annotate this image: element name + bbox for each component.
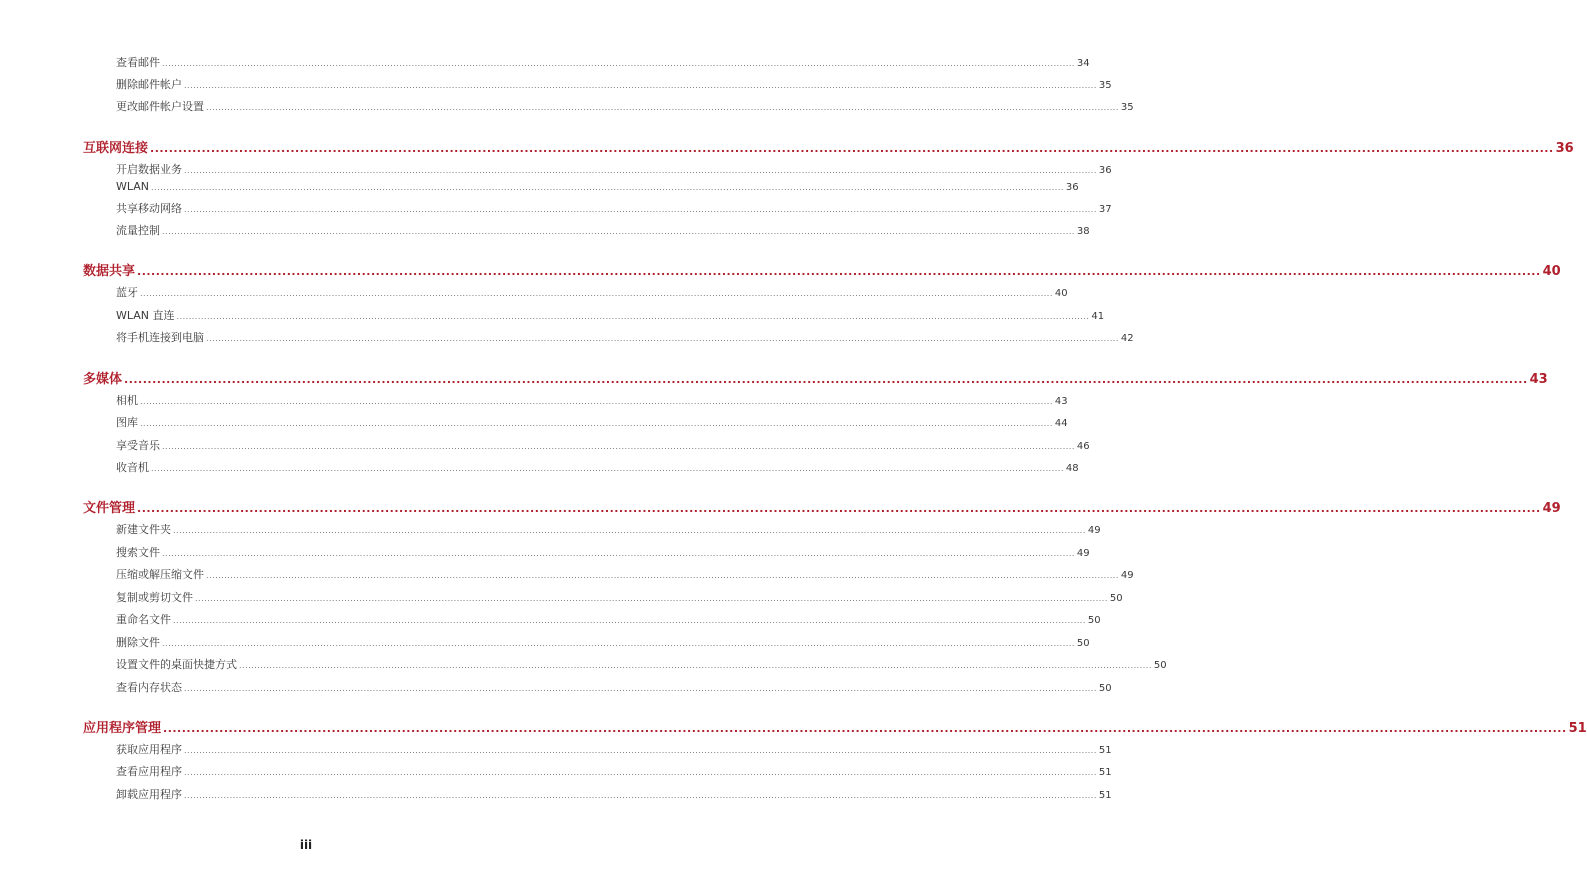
- toc-entry-title: 文件管理: [83, 501, 136, 516]
- toc-entry-title: 设置文件的桌面快捷方式: [116, 658, 237, 671]
- toc-dot-leader: ............................................................................................................................................................................................................................................................................................................: [173, 616, 1086, 625]
- toc-entry-page: 50: [1098, 683, 1112, 694]
- toc-entry-title: 开启数据业务: [116, 163, 182, 176]
- toc-entry[interactable]: [116, 329, 1134, 345]
- toc-entry-page: 48: [1065, 463, 1079, 474]
- toc-entry-page: 50: [1153, 660, 1167, 671]
- toc-entry-page: 49: [1076, 548, 1090, 559]
- toc-entry-page: 35: [1120, 102, 1134, 113]
- toc-entry[interactable]: [116, 521, 1101, 537]
- toc-entry-title: 删除邮件帐户: [116, 78, 182, 91]
- toc-entry-page: 42: [1120, 333, 1134, 344]
- toc-entry[interactable]: [116, 786, 1112, 802]
- toc-entry[interactable]: [116, 222, 1090, 238]
- page-number: iii: [299, 838, 313, 852]
- toc-entry-title: 互联网连接: [83, 141, 149, 156]
- toc-dot-leader: ............................................................................................................................................................................................................................................................................................................: [162, 59, 1075, 68]
- toc-entry-page: 51: [1568, 721, 1587, 736]
- toc-entry[interactable]: [116, 656, 1167, 672]
- toc-entry[interactable]: [116, 98, 1134, 114]
- toc-entry-page: 36: [1098, 165, 1112, 176]
- toc-dot-leader: ............................................................................................................................................................................................................................................................................................................: [195, 594, 1108, 603]
- toc-entry[interactable]: [116, 634, 1090, 650]
- toc-entry-page: 40: [1542, 264, 1561, 279]
- toc-dot-leader: ............................................................................................................................................................................................................................................................................................................: [162, 639, 1075, 648]
- toc-entry-title: 重命名文件: [116, 613, 171, 626]
- toc-entry[interactable]: [116, 589, 1123, 605]
- toc-entry-title: 新建文件夹: [116, 523, 171, 536]
- toc-entry-page: 51: [1098, 790, 1112, 801]
- toc-entry-title: 压缩或解压缩文件: [116, 568, 204, 581]
- toc-entry-page: 50: [1087, 615, 1101, 626]
- toc-entry[interactable]: [116, 437, 1090, 453]
- toc-dot-leader: ............................................................................................................................................................................................................................................................................................................: [184, 746, 1097, 755]
- toc-entry-page: 35: [1098, 80, 1112, 91]
- toc-dot-leader: ............................................................................................................................................................................................................................................................................................................: [140, 419, 1053, 428]
- toc-dot-leader: ............................................................................................................................................................................................................................................................................................................: [124, 373, 1528, 386]
- toc-entry[interactable]: [116, 544, 1090, 560]
- toc-entry-title: WLAN 直连: [116, 309, 175, 322]
- toc-entry-title: 查看邮件: [116, 56, 160, 69]
- toc-entry[interactable]: [116, 200, 1112, 216]
- toc-dot-leader: ............................................................................................................................................................................................................................................................................................................: [137, 265, 1541, 278]
- toc-entry[interactable]: [116, 414, 1068, 430]
- toc-dot-leader: ............................................................................................................................................................................................................................................................................................................: [239, 661, 1152, 670]
- toc-dot-leader: ............................................................................................................................................................................................................................................................................................................: [184, 768, 1097, 777]
- toc-entry-page: 36: [1555, 141, 1574, 156]
- toc-entry[interactable]: [116, 307, 1105, 323]
- toc-section-entry[interactable]: [83, 137, 1574, 156]
- toc-entry-title: 应用程序管理: [83, 721, 162, 736]
- toc-dot-leader: ............................................................................................................................................................................................................................................................................................................: [151, 183, 1064, 192]
- toc-entry-page: 43: [1054, 396, 1068, 407]
- toc-entry[interactable]: [116, 284, 1068, 300]
- toc-dot-leader: ............................................................................................................................................................................................................................................................................................................: [184, 81, 1097, 90]
- toc-entry[interactable]: [116, 611, 1101, 627]
- toc-entry[interactable]: [116, 763, 1112, 779]
- toc-entry-title: 共享移动网络: [116, 202, 182, 215]
- toc-dot-leader: ............................................................................................................................................................................................................................................................................................................: [184, 205, 1097, 214]
- toc-entry[interactable]: [116, 54, 1090, 70]
- toc-entry-title: 复制或剪切文件: [116, 591, 193, 604]
- toc-entry-title: 收音机: [116, 461, 149, 474]
- toc-entry-page: 41: [1091, 311, 1105, 322]
- toc-dot-leader: ............................................................................................................................................................................................................................................................................................................: [137, 502, 1541, 515]
- toc-entry-title: 享受音乐: [116, 439, 160, 452]
- toc-entry-title: 多媒体: [83, 372, 123, 387]
- toc-entry-page: 50: [1076, 638, 1090, 649]
- toc-entry-title: 将手机连接到电脑: [116, 331, 204, 344]
- toc-entry-title: 蓝牙: [116, 286, 138, 299]
- toc-dot-leader: ............................................................................................................................................................................................................................................................................................................: [173, 526, 1086, 535]
- toc-entry-page: 38: [1076, 226, 1090, 237]
- toc-entry-page: 34: [1076, 58, 1090, 69]
- toc-entry-page: 44: [1054, 418, 1068, 429]
- toc-entry-page: 49: [1542, 501, 1561, 516]
- toc-dot-leader: ............................................................................................................................................................................................................................................................................................................: [206, 103, 1119, 112]
- toc-dot-leader: ............................................................................................................................................................................................................................................................................................................: [151, 464, 1064, 473]
- toc-entry-page: 36: [1065, 182, 1079, 193]
- toc-entry[interactable]: [116, 161, 1112, 177]
- toc-dot-leader: ............................................................................................................................................................................................................................................................................................................: [176, 312, 1090, 321]
- toc-entry-page: 49: [1120, 570, 1134, 581]
- toc-entry-title: 图库: [116, 416, 138, 429]
- toc-entry-title: 获取应用程序: [116, 743, 182, 756]
- toc-entry-title: 卸载应用程序: [116, 788, 182, 801]
- toc-entry-title: 查看应用程序: [116, 765, 182, 778]
- toc-entry-page: 50: [1109, 593, 1123, 604]
- toc-section-entry[interactable]: [83, 260, 1561, 279]
- toc-dot-leader: ............................................................................................................................................................................................................................................................................................................: [140, 289, 1053, 298]
- toc-entry-page: 43: [1529, 372, 1548, 387]
- toc-dot-leader: ............................................................................................................................................................................................................................................................................................................: [162, 549, 1075, 558]
- toc-entry-title: 查看内存状态: [116, 681, 182, 694]
- toc-entry-title: 搜索文件: [116, 546, 160, 559]
- toc-dot-leader: ............................................................................................................................................................................................................................................................................................................: [162, 227, 1075, 236]
- toc-entry[interactable]: [116, 180, 1079, 193]
- toc-entry[interactable]: [116, 741, 1112, 757]
- toc-section-entry[interactable]: [83, 368, 1548, 387]
- toc-entry-title: 更改邮件帐户设置: [116, 100, 204, 113]
- toc-dot-leader: ............................................................................................................................................................................................................................................................................................................: [163, 722, 1567, 735]
- toc-dot-leader: ............................................................................................................................................................................................................................................................................................................: [184, 791, 1097, 800]
- toc-entry-title: 相机: [116, 394, 138, 407]
- toc-dot-leader: ............................................................................................................................................................................................................................................................................................................: [140, 397, 1053, 406]
- toc-entry[interactable]: [116, 392, 1068, 408]
- toc-entry-page: 51: [1098, 745, 1112, 756]
- toc-dot-leader: ............................................................................................................................................................................................................................................................................................................: [206, 334, 1119, 343]
- toc-dot-leader: ............................................................................................................................................................................................................................................................................................................: [184, 684, 1097, 693]
- toc-dot-leader: ............................................................................................................................................................................................................................................................................................................: [184, 166, 1097, 175]
- toc-entry-page: 51: [1098, 767, 1112, 778]
- toc-entry-title: 删除文件: [116, 636, 160, 649]
- toc-entry-page: 37: [1098, 204, 1112, 215]
- toc-dot-leader: ............................................................................................................................................................................................................................................................................................................: [162, 442, 1075, 451]
- toc-entry-page: 49: [1087, 525, 1101, 536]
- toc-entry-title: 数据共享: [83, 264, 136, 279]
- toc-section-entry[interactable]: [83, 497, 1561, 516]
- toc-entry[interactable]: [116, 679, 1112, 695]
- toc-entry-page: 46: [1076, 441, 1090, 452]
- toc-dot-leader: ............................................................................................................................................................................................................................................................................................................: [206, 571, 1119, 580]
- toc-entry-page: 40: [1054, 288, 1068, 299]
- toc-entry-title: WLAN: [116, 180, 150, 193]
- toc-entry[interactable]: [116, 76, 1112, 92]
- toc-dot-leader: ............................................................................................................................................................................................................................................................................................................: [150, 142, 1554, 155]
- toc-entry[interactable]: [116, 459, 1079, 475]
- toc-section-entry[interactable]: [83, 717, 1587, 736]
- toc-entry-title: 流量控制: [116, 224, 160, 237]
- toc-entry[interactable]: [116, 566, 1134, 582]
